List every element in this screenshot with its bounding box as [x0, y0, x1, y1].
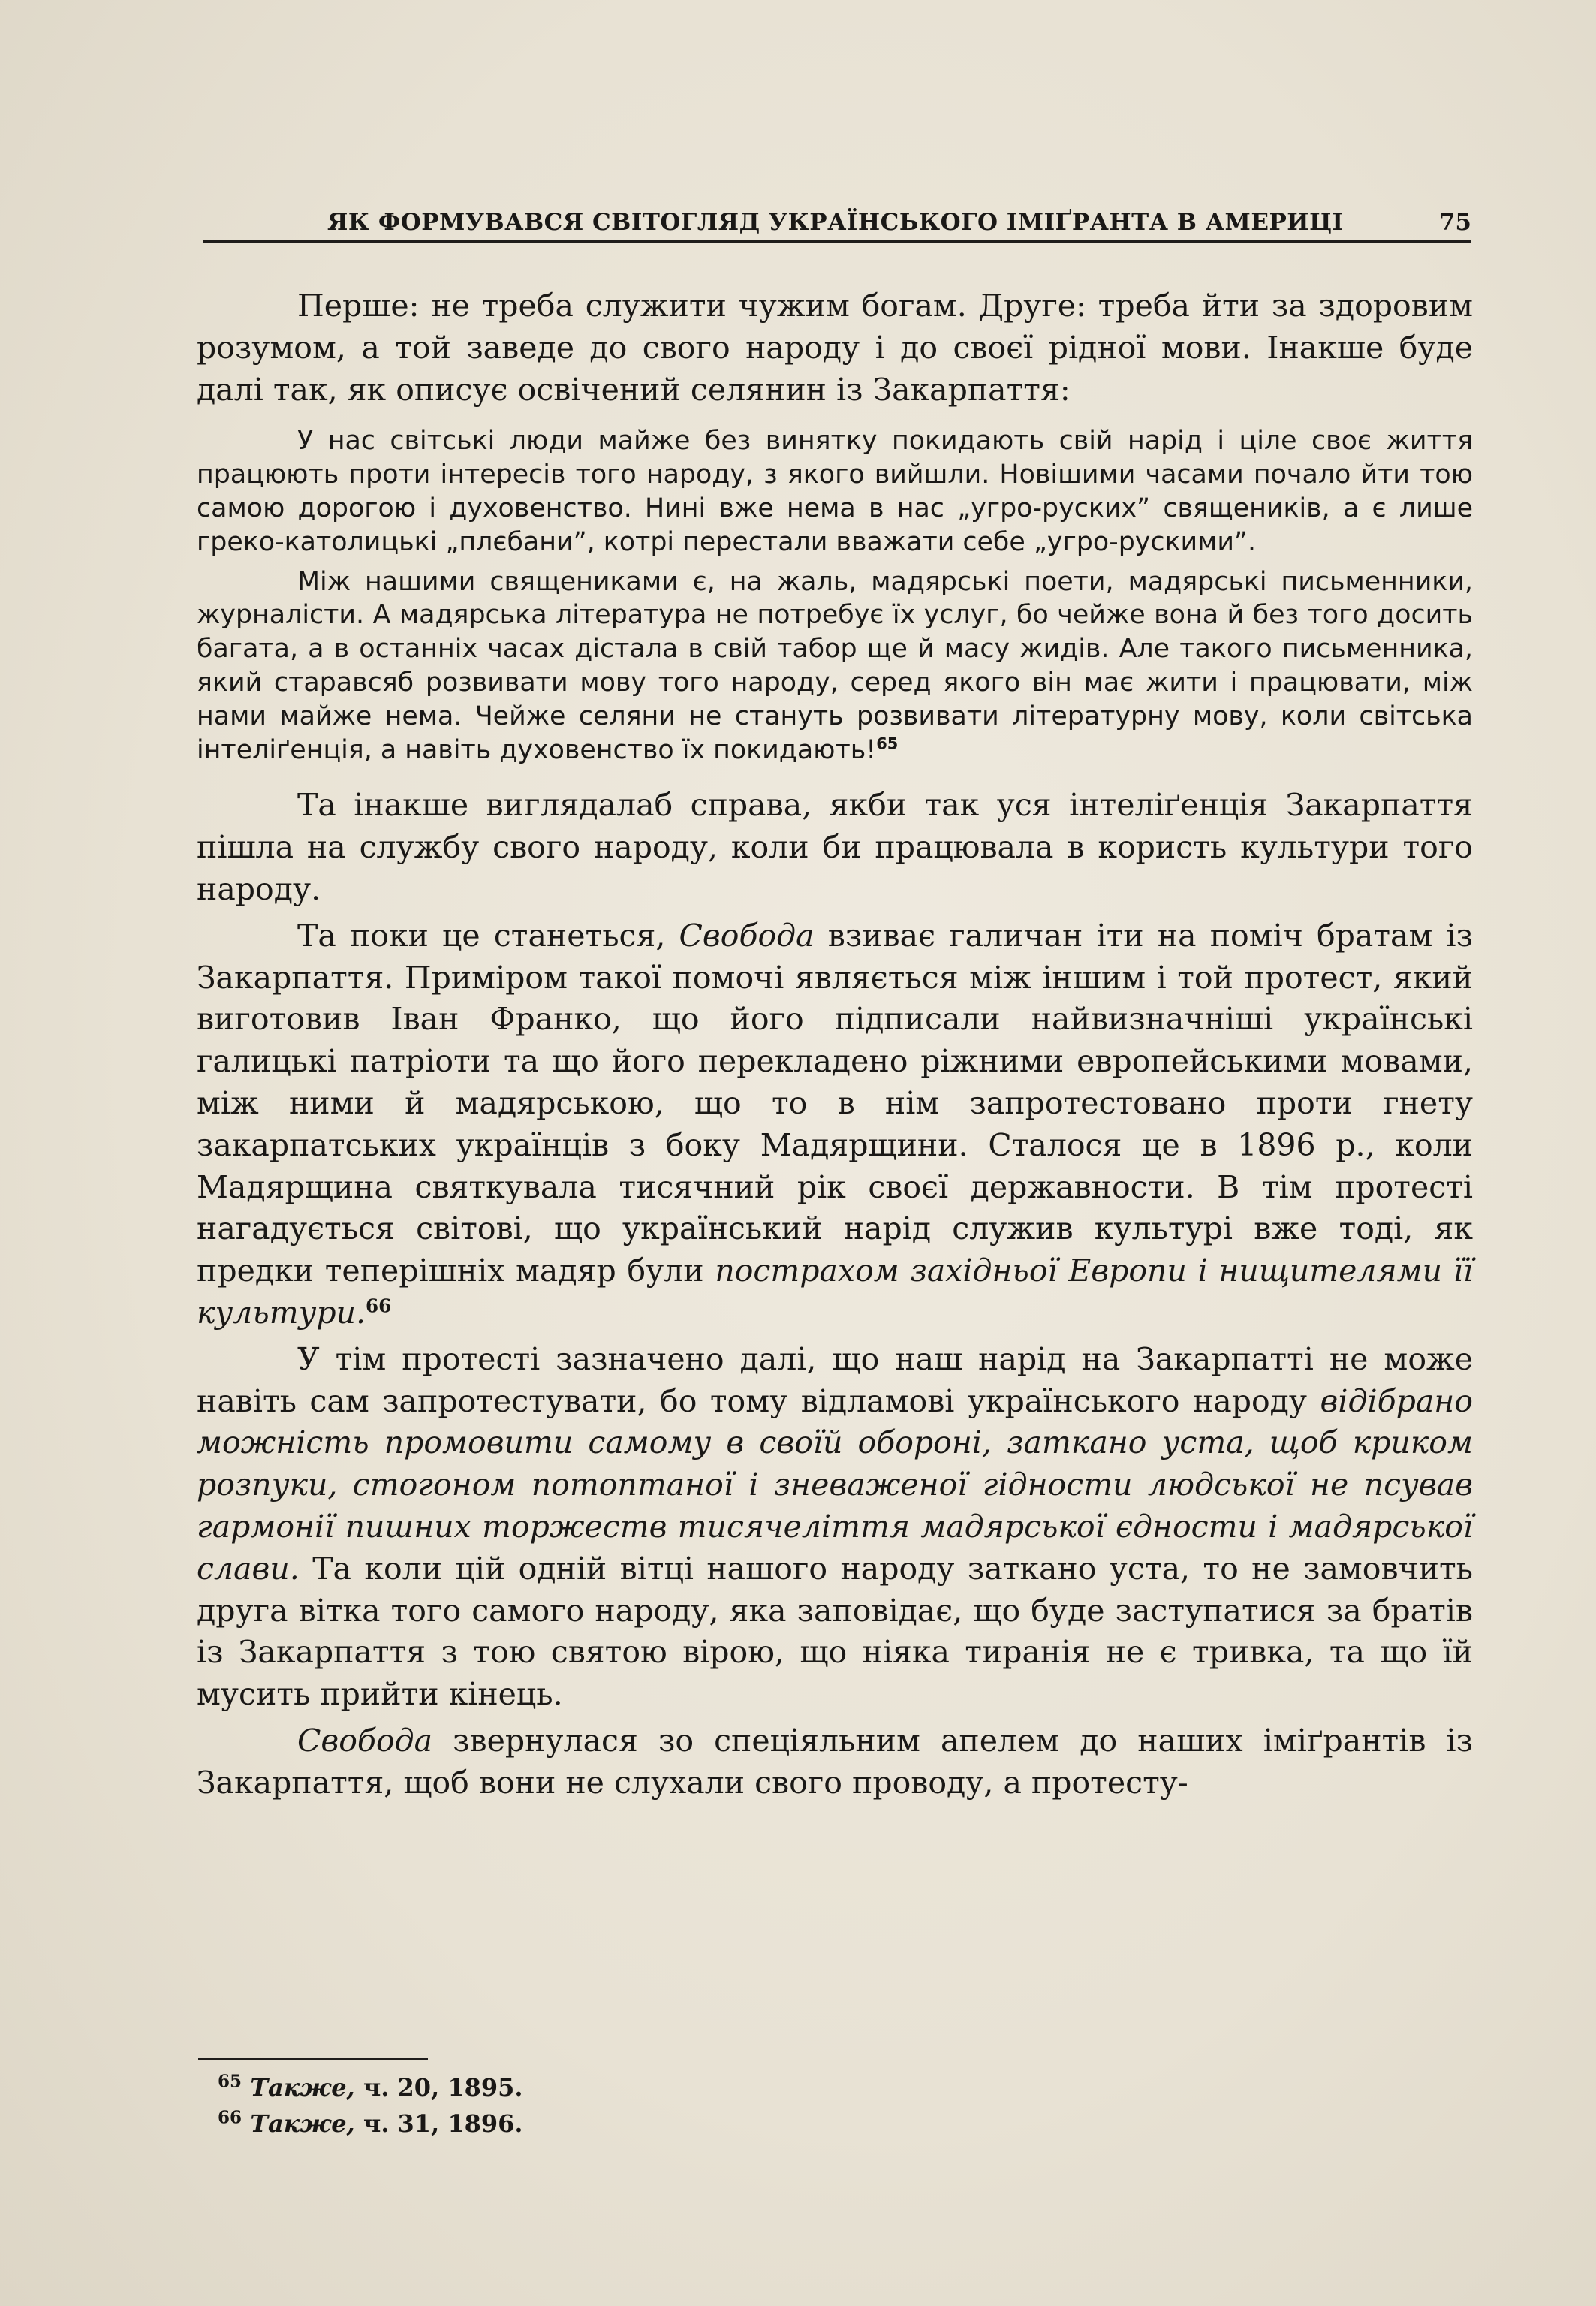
paragraph-5-text: звернулася зо спеціяльним апелем до наших іміґрантів із Закарпаття, щоб вони не слухали свого проводу, а протесту- [197, 1722, 1473, 1801]
running-header [203, 194, 1471, 243]
paragraph-2: Та інакше виглядалаб справа, якби так уся інтеліґенція Закарпаття пішла на службу свого народу, коли би працювала в користь культури того народу. [197, 787, 1473, 907]
svoboda-italic: Свобода [679, 917, 815, 954]
footnote-source: Также, [250, 2109, 355, 2138]
footnote-details: ч. 20, 1895. [363, 2073, 523, 2102]
paragraph-3-italic: пострахом західньої Европи і нищителями її культури. [197, 1252, 1473, 1331]
footnote-details: ч. 31, 1896. [363, 2109, 523, 2138]
main-text [197, 285, 1473, 1804]
footnote-source: Также, [250, 2073, 355, 2102]
quote-paragraph-2-text: Між нашими священиками є, на жаль, мадярські поети, мадярські письменники, журналісти. А мадярська література не потребує їх услуг, бо чейже вона й без того досить багата, а в останніх часах дістала в свій табор ще й масу жидів. Але такого письменника, який старавсяб розвивати мову того народу, серед якого він має жити і працювати, між нами майже нема. Чейже селяни не стануть розвивати літературну мову, коли світська інтеліґенція, а навіть духовенство їх покидають! [197, 566, 1473, 765]
paragraph-3-text-a: Та поки це станеться, [297, 917, 666, 954]
svoboda-italic-2: Свобода [297, 1722, 433, 1759]
footnote-ref-65: 65 [876, 734, 899, 752]
paragraph-3-text-c: взиває галичан іти на поміч братам із Закарпаття. Приміром такої помочі являється між іншим і той протест, який виготовив Іван Франко, що його підписали найвизначніші українські галицькі патріоти та що його перекладено ріжними европейськими мовами, між ними й мадярською, що то в нім запротестовано проти гнету закарпатських українців з боку Мадярщини. Сталося це в 1896 р., коли Мадярщина святкувала тисячний рік своєї державности. В тім протесті нагадується світові, що український нарід служив культурі вже тоді, як предки теперішніх мадяр були [197, 917, 1473, 1289]
footnote-66 [218, 2106, 1119, 2142]
quote-paragraph-2 [197, 565, 1473, 767]
page-number: 75 [1438, 209, 1471, 236]
footnote-number: 66 [218, 2107, 242, 2128]
footnote-number: 65 [218, 2071, 242, 2092]
paragraph-4-italic: відібрано можність промовити самому в своїй обороні, заткано уста, щоб криком розпуки, стогоном потоптаної і зневаженої гідности людської не псував гармонії пишних торжеств тисячеліття мадярської єдности і мадярської слави. [197, 1382, 1473, 1587]
paragraph-5 [197, 1720, 1473, 1804]
quote-paragraph-1: У нас світські люди майже без винятку покидають свій нарід і ціле своє життя працюють проти інтересів того народу, з якого вийшли. Новішими часами почало йти тою самою дорогою і духовенство. Нині вже нема в нас „угро-руских” священиків, а є лише греко-католицькі „плєбани”, котрі перестали вважати себе „угро-рускими”. [197, 426, 1473, 557]
paragraph-4-text-a: У тім протесті зазначено далі, що наш нарід на Закарпатті не може навіть сам запротестувати, бо тому відламові українського народу [197, 1340, 1473, 1419]
paragraph-4-text-c: Та коли цій одній вітці нашого народу заткано уста, то не замовчить друга вітка того самого народу, яка заповідає, що буде заступатися за братів із Закарпаття з тою святою вірою, що ніяка тиранія не є тривка, та що їй мусить прийти кінець. [197, 1550, 1473, 1713]
paragraph-4 [197, 1339, 1473, 1716]
paragraph-3 [197, 915, 1473, 1334]
paragraph-1: Перше: не треба служити чужим богам. Друге: треба йти за здоровим розумом, а той заведе до свого народу і до своєї рідної мови. Інакше буде далі так, як описує освічений селянин із Закарпаття: [197, 288, 1473, 408]
footnotes [218, 2069, 1119, 2142]
block-quote [197, 424, 1473, 767]
footnote-ref-66: 66 [366, 1295, 392, 1317]
footnote-divider [198, 2058, 428, 2060]
footnote-65 [218, 2069, 1119, 2106]
running-title: ЯК ФОРМУВАВСЯ СВІТОГЛЯД УКРАЇНСЬКОГО ІМІҐРАНТА В АМЕРИЦІ [327, 209, 1344, 236]
